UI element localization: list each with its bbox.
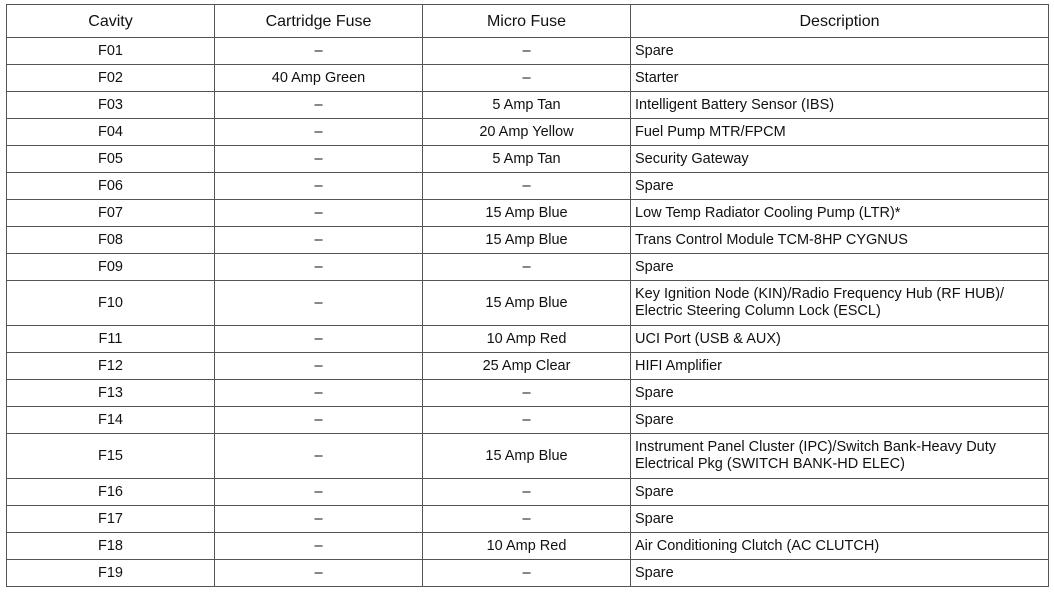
description-cell: Fuel Pump MTR/FPCM	[631, 119, 1049, 146]
cavity-cell: F19	[7, 560, 215, 587]
cavity-cell: F14	[7, 407, 215, 434]
table-row	[7, 38, 1049, 65]
fuse-table	[6, 4, 1049, 587]
cartridge-fuse-cell: –	[215, 38, 423, 65]
description-cell: Intelligent Battery Sensor (IBS)	[631, 92, 1049, 119]
micro-fuse-cell: 15 Amp Blue	[423, 200, 631, 227]
table-row	[7, 200, 1049, 227]
table-header	[7, 5, 1049, 38]
cartridge-fuse-cell: –	[215, 479, 423, 506]
cartridge-fuse-cell: –	[215, 119, 423, 146]
description-cell: Spare	[631, 506, 1049, 533]
table-row	[7, 380, 1049, 407]
description-cell: HIFI Amplifier	[631, 353, 1049, 380]
cartridge-fuse-cell: 40 Amp Green	[215, 65, 423, 92]
micro-fuse-cell: –	[423, 380, 631, 407]
table-body	[7, 38, 1049, 587]
micro-fuse-cell: 20 Amp Yellow	[423, 119, 631, 146]
header-description: Description	[631, 5, 1049, 38]
cartridge-fuse-cell: –	[215, 173, 423, 200]
description-cell: Spare	[631, 38, 1049, 65]
cavity-cell: F11	[7, 326, 215, 353]
micro-fuse-cell: 15 Amp Blue	[423, 281, 631, 326]
table-row	[7, 119, 1049, 146]
description-cell: Low Temp Radiator Cooling Pump (LTR)*	[631, 200, 1049, 227]
micro-fuse-cell: 10 Amp Red	[423, 326, 631, 353]
cavity-cell: F08	[7, 227, 215, 254]
cavity-cell: F04	[7, 119, 215, 146]
header-row	[7, 5, 1049, 38]
table-row	[7, 434, 1049, 479]
micro-fuse-cell: –	[423, 479, 631, 506]
micro-fuse-cell: 15 Amp Blue	[423, 227, 631, 254]
micro-fuse-cell: 5 Amp Tan	[423, 92, 631, 119]
micro-fuse-cell: 15 Amp Blue	[423, 434, 631, 479]
description-cell: Spare	[631, 254, 1049, 281]
cartridge-fuse-cell: –	[215, 353, 423, 380]
cavity-cell: F02	[7, 65, 215, 92]
cavity-cell: F09	[7, 254, 215, 281]
description-cell: Trans Control Module TCM-8HP CYGNUS	[631, 227, 1049, 254]
table-row	[7, 146, 1049, 173]
cavity-cell: F18	[7, 533, 215, 560]
header-cartridge-fuse: Cartridge Fuse	[215, 5, 423, 38]
description-cell: Spare	[631, 173, 1049, 200]
description-cell: Instrument Panel Cluster (IPC)/Switch Bank-Heavy Duty Electrical Pkg (SWITCH BANK-HD ELEC)	[631, 434, 1049, 479]
table-row	[7, 479, 1049, 506]
table-row	[7, 407, 1049, 434]
cartridge-fuse-cell: –	[215, 281, 423, 326]
micro-fuse-cell: –	[423, 407, 631, 434]
cavity-cell: F06	[7, 173, 215, 200]
table-row	[7, 560, 1049, 587]
cavity-cell: F15	[7, 434, 215, 479]
table-row	[7, 326, 1049, 353]
cavity-cell: F03	[7, 92, 215, 119]
cartridge-fuse-cell: –	[215, 506, 423, 533]
cavity-cell: F01	[7, 38, 215, 65]
header-cavity: Cavity	[7, 5, 215, 38]
cartridge-fuse-cell: –	[215, 227, 423, 254]
cartridge-fuse-cell: –	[215, 146, 423, 173]
cavity-cell: F16	[7, 479, 215, 506]
description-cell: Spare	[631, 479, 1049, 506]
description-cell: Spare	[631, 407, 1049, 434]
micro-fuse-cell: –	[423, 173, 631, 200]
description-cell: Key Ignition Node (KIN)/Radio Frequency Hub (RF HUB)/ Electric Steering Column Lock (ESCL)	[631, 281, 1049, 326]
cartridge-fuse-cell: –	[215, 380, 423, 407]
micro-fuse-cell: 10 Amp Red	[423, 533, 631, 560]
micro-fuse-cell: –	[423, 254, 631, 281]
description-cell: Spare	[631, 560, 1049, 587]
cavity-cell: F13	[7, 380, 215, 407]
table-row	[7, 506, 1049, 533]
table-row	[7, 173, 1049, 200]
table-row	[7, 227, 1049, 254]
cavity-cell: F05	[7, 146, 215, 173]
micro-fuse-cell: –	[423, 38, 631, 65]
description-cell: UCI Port (USB & AUX)	[631, 326, 1049, 353]
micro-fuse-cell: 5 Amp Tan	[423, 146, 631, 173]
description-cell: Air Conditioning Clutch (AC CLUTCH)	[631, 533, 1049, 560]
table-row	[7, 65, 1049, 92]
cartridge-fuse-cell: –	[215, 92, 423, 119]
table-row	[7, 533, 1049, 560]
cartridge-fuse-cell: –	[215, 326, 423, 353]
cartridge-fuse-cell: –	[215, 533, 423, 560]
cartridge-fuse-cell: –	[215, 407, 423, 434]
micro-fuse-cell: –	[423, 65, 631, 92]
table-row	[7, 92, 1049, 119]
cartridge-fuse-cell: –	[215, 560, 423, 587]
description-cell: Security Gateway	[631, 146, 1049, 173]
table-row	[7, 353, 1049, 380]
cavity-cell: F10	[7, 281, 215, 326]
micro-fuse-cell: –	[423, 560, 631, 587]
table-row	[7, 254, 1049, 281]
table-row	[7, 281, 1049, 326]
cartridge-fuse-cell: –	[215, 200, 423, 227]
cavity-cell: F07	[7, 200, 215, 227]
header-micro-fuse: Micro Fuse	[423, 5, 631, 38]
description-cell: Starter	[631, 65, 1049, 92]
cartridge-fuse-cell: –	[215, 254, 423, 281]
micro-fuse-cell: –	[423, 506, 631, 533]
cavity-cell: F17	[7, 506, 215, 533]
description-cell: Spare	[631, 380, 1049, 407]
cartridge-fuse-cell: –	[215, 434, 423, 479]
micro-fuse-cell: 25 Amp Clear	[423, 353, 631, 380]
cavity-cell: F12	[7, 353, 215, 380]
